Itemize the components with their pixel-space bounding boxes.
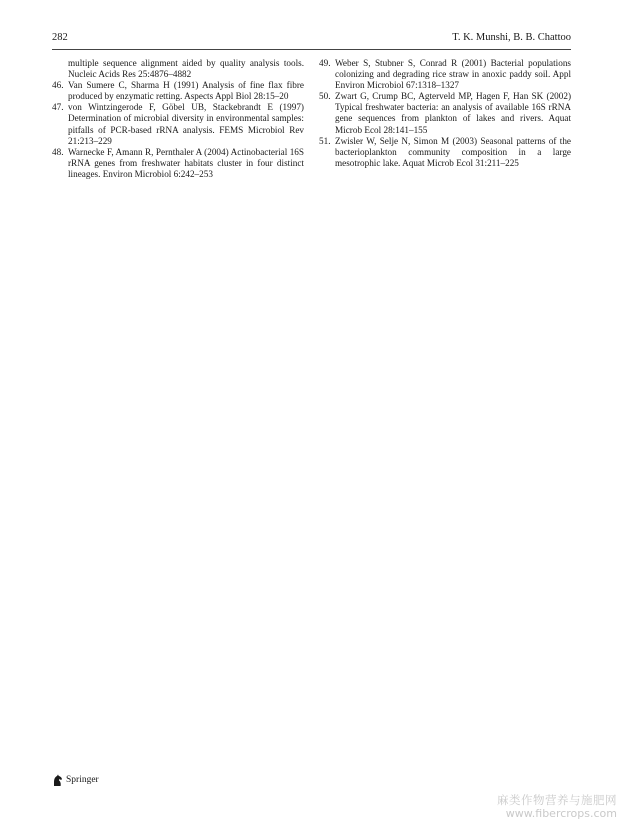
reference-number: 48. bbox=[52, 146, 64, 157]
reference-text: Weber S, Stubner S, Conrad R (2001) Bacterial populations colonizing and degrading rice straw in anoxic paddy soil. Appl Environ Microbiol 67:1318–1327 bbox=[335, 58, 571, 91]
reference-47 bbox=[52, 102, 304, 146]
reference-number: 50. bbox=[319, 91, 331, 102]
page-number: 282 bbox=[52, 32, 68, 43]
springer-horse-icon bbox=[52, 774, 63, 787]
header-rule bbox=[52, 49, 571, 50]
watermark-url: www.fibercrops.com bbox=[505, 807, 617, 820]
reference-46 bbox=[52, 80, 304, 102]
reference-text: Zwart G, Crump BC, Agterveld MP, Hagen F, Han SK (2002) Typical freshwater bacteria: an analysis of available 16S rRNA gene sequences from plankton of lakes and rivers. Aquat Microb Ecol 28:141–155 bbox=[335, 91, 571, 135]
references-right-column bbox=[319, 58, 571, 169]
running-header bbox=[52, 31, 571, 45]
reference-number: 49. bbox=[319, 58, 331, 68]
reference-continuation bbox=[52, 58, 304, 80]
reference-number: 46. bbox=[52, 80, 64, 91]
publisher-name: Springer bbox=[66, 775, 99, 785]
watermark-chinese-text: 麻类作物营养与施肥网 bbox=[497, 793, 617, 807]
running-head-authors: T. K. Munshi, B. B. Chattoo bbox=[452, 32, 571, 43]
reference-51 bbox=[319, 136, 571, 169]
reference-text: Zwisler W, Selje N, Simon M (2003) Seasonal patterns of the bacterioplankton community composition in a large mesotrophic lake. Aquat Microb Ecol 31:211–225 bbox=[335, 135, 571, 168]
reference-text: Warnecke F, Amann R, Pernthaler A (2004) Actinobacterial 16S rRNA genes from freshwater habitats cluster in four distinct lineages. Environ Microbiol 6:242–253 bbox=[68, 146, 304, 179]
references-left-column bbox=[52, 58, 304, 180]
reference-number: 51. bbox=[319, 135, 331, 146]
reference-text: von Wintzingerode F, Göbel UB, Stackebrandt E (1997) Determination of microbial diversity in environmental samples: pitfalls of PCR-based rRNA analysis. FEMS Microbiol Rev 21:213–229 bbox=[68, 102, 304, 146]
reference-49 bbox=[319, 58, 571, 91]
reference-number: 47. bbox=[52, 102, 64, 113]
reference-48 bbox=[52, 147, 304, 180]
publisher-footer bbox=[52, 772, 99, 788]
reference-50 bbox=[319, 91, 571, 135]
reference-text: multiple sequence alignment aided by quality analysis tools. Nucleic Acids Res 25:4876–4882 bbox=[68, 58, 304, 80]
site-watermark bbox=[497, 793, 617, 821]
reference-text: Van Sumere C, Sharma H (1991) Analysis of fine flax fibre produced by enzymatic retting. Aspects Appl Biol 28:15–20 bbox=[68, 80, 304, 102]
